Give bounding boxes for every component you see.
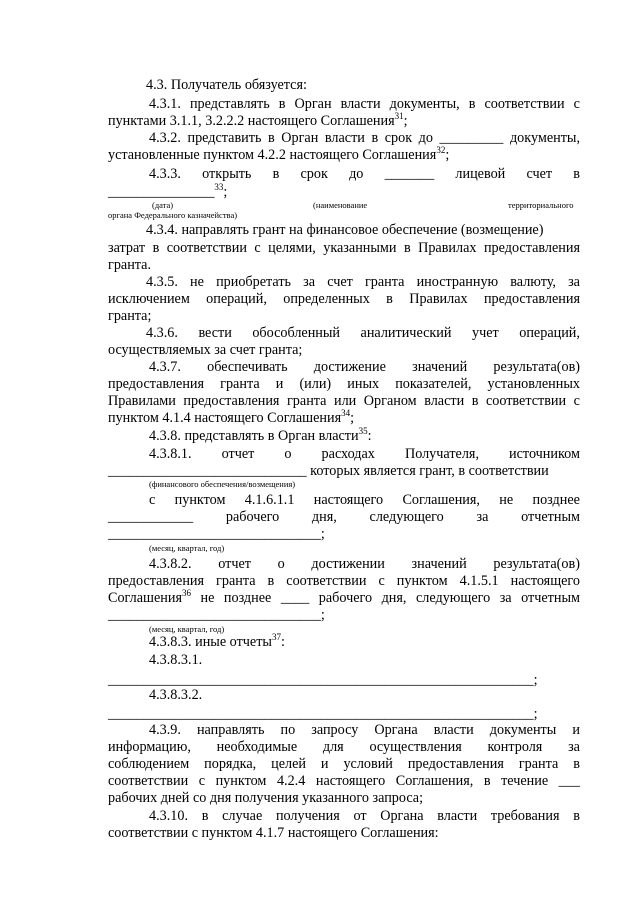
footnote-ref: 33 (214, 182, 224, 192)
clause-4-3-4-line3: гранта. (108, 257, 152, 273)
clause-4-3-8-3-heading: 4.3.8.3. иные отчеты$^{37}$: (149, 632, 285, 650)
footnote-ref: 32 (436, 145, 446, 155)
caption-period: (месяц, квартал, год) (149, 543, 225, 553)
blank-field: _______________ (108, 184, 215, 200)
clause-4-3-8-3-2-blank (108, 706, 580, 723)
clause-4-3-8-2-line4 (108, 607, 580, 624)
clause-4-3-2-line2: установленные пунктом 4.2.2 настоящего Соглашения$^{32}$; (108, 145, 450, 163)
blank-field: _________ (439, 130, 504, 146)
clause-4-3-9-line3: соблюдением порядка, целей и условий предоставления гранта в (108, 756, 580, 772)
clause-4-3-3-line2: _______________$^{33}$; (108, 182, 228, 200)
caption-territorial: территориального (508, 200, 574, 210)
clause-4-3-8-2-line1: 4.3.8.2. отчет о достижении значений результата(ов) (149, 556, 580, 572)
clause-4-3-8-1-line3: с пунктом 4.1.6.1.1 настоящего Соглашения, не позднее (149, 492, 580, 508)
blank-field: ____ (280, 590, 310, 606)
blank-field: ______________________________; (108, 607, 325, 623)
footnote-ref: 36 (181, 588, 191, 598)
blank-field: ____________________________________________________________; (108, 706, 538, 722)
clause-4-3-5-line1: 4.3.5. не приобретать за счет гранта иностранную валюту, за (146, 274, 580, 290)
clause-4-3-4-line2: затрат в соответствии с целями, указанными в Правилах предоставления (108, 240, 580, 256)
clause-4-3-8-2-line3: Соглашения$^{36}$ не позднее ____ рабочего дня, следующего за отчетным (108, 588, 580, 606)
clause-4-3-9-line1: 4.3.9. направлять по запросу Органа власти документы и (149, 722, 580, 738)
clause-4-3-7-line1: 4.3.7. обеспечивать достижение значений результата(ов) (149, 359, 580, 375)
clause-4-3-7-line3: Правилами предоставления гранта или Органом власти в соответствии с (108, 393, 580, 409)
footnote-ref: 34 (341, 408, 351, 418)
clause-4-3-8-3-2: 4.3.8.3.2. (149, 687, 203, 703)
caption-period-2: (месяц, квартал, год) (149, 624, 225, 634)
clause-4-3-8-1-line4: ____________ рабочего дня, следующего за отчетным (108, 509, 580, 525)
clause-4-3-3-line1: 4.3.3. открыть в срок до _______ лицевой счет в (149, 166, 580, 182)
footnote-ref: 37 (271, 632, 281, 642)
blank-field: ____________________________________________________________; (108, 672, 538, 688)
clause-4-3-8-2-line2: предоставления гранта в соответствии с пунктом 4.1.5.1 настоящего (108, 573, 580, 589)
clause-4-3-9-line2: информацию, необходимые для осуществления контроля за (108, 739, 580, 755)
clause-4-3-5-line2: исключением операций, определенных в Правилах предоставления (108, 291, 580, 307)
clause-4-3-1-line2: пунктами 3.1.1, 3.2.2.2 настоящего Соглашения$^{31}$; (108, 111, 408, 129)
clause-4-3-1-line1: 4.3.1. представлять в Орган власти документы, в соответствии с (149, 96, 580, 112)
caption-date: (дата) (152, 200, 174, 210)
clause-4-3-8-3-1: 4.3.8.3.1. (149, 652, 203, 668)
clause-4-3-9-line5: рабочих дней со дня получения указанного запроса; (108, 790, 424, 806)
footnote-ref: 31 (394, 111, 404, 121)
blank-field: ____________________________ (108, 463, 307, 479)
clause-4-3-8-1-line5 (108, 526, 580, 543)
section-4-3-heading: 4.3. Получатель обязуется: (146, 77, 307, 93)
clause-4-3-7-line2: предоставления гранта и (или) иных показателей, установленных (108, 376, 580, 392)
caption-name: (наименование (313, 200, 368, 210)
clause-4-3-9-line4: соответствии с пунктом 4.2.4 настоящего Соглашения, в течение ___ (108, 773, 580, 789)
blank-field: ___ (558, 773, 580, 789)
clause-4-3-8-1-line1: 4.3.8.1. отчет о расходах Получателя, источником (149, 446, 580, 462)
clause-4-3-4-line1: 4.3.4. направлять грант на финансовое обеспечение (возмещение) (146, 222, 544, 238)
caption-financing: (финансового обеспечения/возмещения) (149, 479, 296, 489)
clause-4-3-10-line1: 4.3.10. в случае получения от Органа власти требования в (149, 808, 580, 824)
clause-4-3-8-1-line2: ____________________________ которых является грант, в соответствии (108, 463, 549, 479)
blank-field: ____________ (108, 509, 194, 525)
blank-field: ______________________________; (108, 526, 325, 542)
clause-4-3-2-line1: 4.3.2. представить в Орган власти в срок до _________ документы, (149, 130, 580, 146)
clause-4-3-7-line4: пунктом 4.1.4 настоящего Соглашения$^{34}$; (108, 408, 355, 426)
blank-field: _______ (384, 166, 435, 182)
clause-4-3-8-heading: 4.3.8. представлять в Орган власти$^{35}$: (149, 426, 372, 444)
clause-4-3-5-line3: гранта; (108, 308, 152, 324)
caption-treasury-body: органа Федерального казначейства) (108, 210, 238, 220)
footnote-ref: 35 (358, 426, 368, 436)
clause-4-3-6-line1: 4.3.6. вести обособленный аналитический учет операций, (146, 325, 580, 341)
clause-4-3-6-line2: осуществляемых за счет гранта; (108, 342, 303, 358)
clause-4-3-10-line2: соответствии с пунктом 4.1.7 настоящего Соглашения: (108, 825, 439, 841)
